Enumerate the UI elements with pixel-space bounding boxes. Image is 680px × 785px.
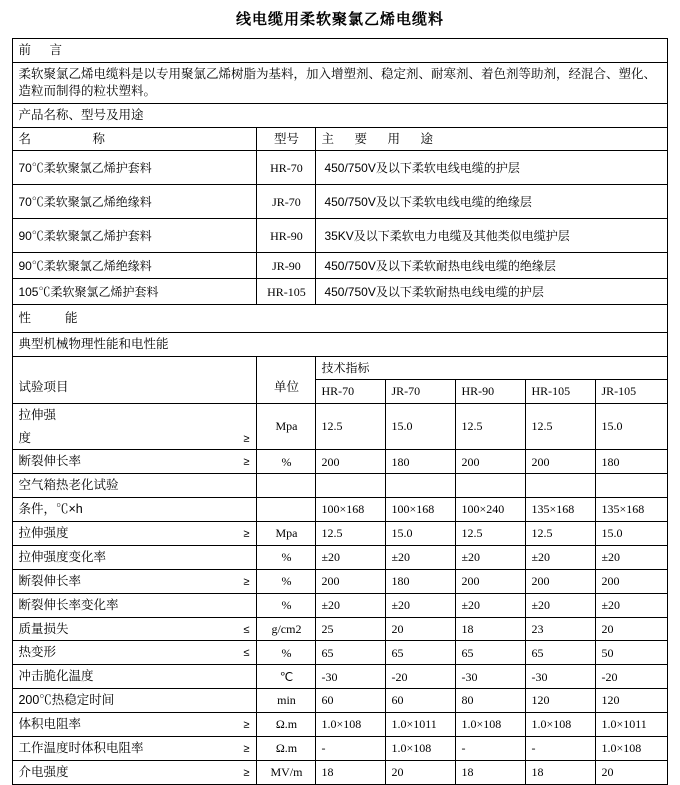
test-value: 12.5 xyxy=(316,522,386,546)
test-value xyxy=(386,474,456,498)
test-item-cont: 度 ≥ xyxy=(13,427,257,450)
test-value: 200 xyxy=(526,569,596,593)
test-unit: Ω.m xyxy=(257,713,316,737)
table-row xyxy=(13,569,667,593)
product-name: 90℃柔软聚氯乙烯绝缘料 xyxy=(13,253,257,279)
grade-jr105: JR-105 xyxy=(596,380,667,403)
typical-label: 典型机械物理性能和电性能 xyxy=(13,333,667,357)
test-value: -20 xyxy=(386,665,456,689)
test-item: 200℃热稳定时间 xyxy=(13,689,257,713)
test-value: 12.5 xyxy=(456,522,526,546)
test-value: 18 xyxy=(526,760,596,784)
test-value: 80 xyxy=(456,689,526,713)
test-value: 180 xyxy=(386,569,456,593)
test-value: 1.0×108 xyxy=(386,736,456,760)
test-unit: g/cm2 xyxy=(257,617,316,641)
test-value: 1.0×108 xyxy=(596,736,667,760)
tech-header-row xyxy=(13,357,667,380)
test-value: 200 xyxy=(316,450,386,474)
test-value: -30 xyxy=(456,665,526,689)
test-unit: % xyxy=(257,450,316,474)
test-value: 180 xyxy=(596,450,667,474)
test-value: 15.0 xyxy=(596,522,667,546)
test-value xyxy=(596,474,667,498)
test-value: 120 xyxy=(596,689,667,713)
test-value xyxy=(526,474,596,498)
test-value: 12.5 xyxy=(456,403,526,450)
ge-symbol: ≥ xyxy=(243,456,250,469)
table-row xyxy=(13,522,667,546)
test-value xyxy=(456,474,526,498)
test-value: -30 xyxy=(526,665,596,689)
test-unit: % xyxy=(257,641,316,665)
test-unit: MV/m xyxy=(257,760,316,784)
tech-col-item: 试验项目 xyxy=(13,357,257,403)
preface-label: 前 言 xyxy=(13,39,667,63)
ge-symbol: ≥ xyxy=(243,528,250,541)
product-name: 90℃柔软聚氯乙烯护套料 xyxy=(13,219,257,253)
test-value: 20 xyxy=(386,617,456,641)
preface-text: 柔软聚氯乙烯电缆料是以专用聚氯乙烯树脂为基料，加入增塑剂、稳定剂、耐寒剂、着色剂等助剂，经混合、塑化、造粒而制得的粒状塑料。 xyxy=(13,62,667,103)
test-value: 120 xyxy=(526,689,596,713)
table-row xyxy=(13,617,667,641)
ge-symbol: ≥ xyxy=(243,432,250,445)
test-unit: Mpa xyxy=(257,522,316,546)
test-unit: Mpa xyxy=(257,403,316,450)
test-value: 100×168 xyxy=(386,498,456,522)
test-value xyxy=(316,474,386,498)
performance-label: 性 能 xyxy=(13,305,667,333)
test-item: 热变形 ≤ xyxy=(13,641,257,665)
test-value: 15.0 xyxy=(596,403,667,450)
table-row xyxy=(13,713,667,737)
test-value: 60 xyxy=(316,689,386,713)
test-value: 200 xyxy=(596,569,667,593)
grade-hr70: HR-70 xyxy=(316,380,386,403)
product-model: JR-90 xyxy=(257,253,316,279)
test-unit: % xyxy=(257,545,316,569)
test-value: 20 xyxy=(386,760,456,784)
main-table xyxy=(12,38,667,785)
test-value: 1.0×1011 xyxy=(386,713,456,737)
ge-symbol: ≥ xyxy=(243,742,250,755)
test-value: 12.5 xyxy=(526,403,596,450)
test-value: - xyxy=(526,736,596,760)
test-value: 12.5 xyxy=(316,403,386,450)
ge-symbol: ≥ xyxy=(243,766,250,779)
test-value: ±20 xyxy=(596,593,667,617)
test-unit: % xyxy=(257,569,316,593)
product-table-header xyxy=(13,127,667,151)
test-item: 工作温度时体积电阻率 ≥ xyxy=(13,736,257,760)
ge-symbol: ≥ xyxy=(243,719,250,732)
test-value: 12.5 xyxy=(526,522,596,546)
table-row xyxy=(13,689,667,713)
product-name: 70℃柔软聚氯乙烯绝缘料 xyxy=(13,185,257,219)
product-model: JR-70 xyxy=(257,185,316,219)
test-value: 1.0×108 xyxy=(456,713,526,737)
test-value: -20 xyxy=(596,665,667,689)
test-value: ±20 xyxy=(316,593,386,617)
test-value: 135×168 xyxy=(526,498,596,522)
page-title: 线电缆用柔软聚氯乙烯电缆料 xyxy=(235,11,444,28)
product-name: 105℃柔软聚氯乙烯护套料 xyxy=(13,279,257,305)
grade-hr90: HR-90 xyxy=(456,380,526,403)
test-value: 18 xyxy=(456,617,526,641)
test-value: 1.0×108 xyxy=(316,713,386,737)
typical-header-row xyxy=(13,333,667,357)
test-value: 200 xyxy=(526,450,596,474)
test-item: 拉伸强 xyxy=(13,403,257,426)
test-value: ±20 xyxy=(456,593,526,617)
test-value: 23 xyxy=(526,617,596,641)
le-symbol: ≤ xyxy=(243,647,250,660)
test-item: 断裂伸长率 ≥ xyxy=(13,569,257,593)
test-value: ±20 xyxy=(386,545,456,569)
table-row xyxy=(13,403,667,426)
product-header-row xyxy=(13,103,667,127)
test-value: 18 xyxy=(456,760,526,784)
test-value: -30 xyxy=(316,665,386,689)
product-label: 产品名称、型号及用途 xyxy=(13,103,667,127)
product-use: 450/750V及以下柔软耐热电线电缆的护层 xyxy=(316,279,667,305)
test-value: 200 xyxy=(456,450,526,474)
product-use: 450/750V及以下柔软电线电缆的绝缘层 xyxy=(316,185,667,219)
test-unit: min xyxy=(257,689,316,713)
test-value: 135×168 xyxy=(596,498,667,522)
test-value: ±20 xyxy=(526,545,596,569)
test-item: 断裂伸长率变化率 xyxy=(13,593,257,617)
test-unit: Ω.m xyxy=(257,736,316,760)
test-value: ±20 xyxy=(526,593,596,617)
test-value: 200 xyxy=(316,569,386,593)
tech-col-unit: 单位 xyxy=(257,357,316,403)
ge-symbol: ≥ xyxy=(243,575,250,588)
test-item: 介电强度 ≥ xyxy=(13,760,257,784)
test-value: 60 xyxy=(386,689,456,713)
test-value: 65 xyxy=(386,641,456,665)
preface-header-row xyxy=(13,39,667,63)
table-row xyxy=(13,736,667,760)
table-row xyxy=(13,151,667,185)
grade-jr70: JR-70 xyxy=(386,380,456,403)
table-row xyxy=(13,545,667,569)
grade-hr105: HR-105 xyxy=(526,380,596,403)
tech-indicator-header: 技术指标 xyxy=(316,357,667,380)
test-value: 50 xyxy=(596,641,667,665)
table-row xyxy=(13,450,667,474)
test-item: 拉伸强度 ≥ xyxy=(13,522,257,546)
test-unit xyxy=(257,498,316,522)
test-value: ±20 xyxy=(316,545,386,569)
test-value: 65 xyxy=(526,641,596,665)
test-item: 拉伸强度变化率 xyxy=(13,545,257,569)
le-symbol: ≤ xyxy=(243,623,250,636)
test-item: 质量损失 ≤ xyxy=(13,617,257,641)
table-row xyxy=(13,665,667,689)
test-value: 25 xyxy=(316,617,386,641)
performance-header-row xyxy=(13,305,667,333)
test-value: 65 xyxy=(456,641,526,665)
preface-text-row xyxy=(13,62,667,103)
table-row xyxy=(13,474,667,498)
test-value: 180 xyxy=(386,450,456,474)
table-row xyxy=(13,641,667,665)
product-model: HR-105 xyxy=(257,279,316,305)
product-use: 450/750V及以下柔软耐热电线电缆的绝缘层 xyxy=(316,253,667,279)
product-use: 450/750V及以下柔软电线电缆的护层 xyxy=(316,151,667,185)
test-value: 15.0 xyxy=(386,403,456,450)
test-value: 1.0×108 xyxy=(526,713,596,737)
test-value: 1.0×1011 xyxy=(596,713,667,737)
test-value: ±20 xyxy=(386,593,456,617)
test-value: - xyxy=(316,736,386,760)
test-value: 200 xyxy=(456,569,526,593)
product-use: 35KV及以下柔软电力电缆及其他类似电缆护层 xyxy=(316,219,667,253)
test-value: ±20 xyxy=(596,545,667,569)
table-row xyxy=(13,279,667,305)
test-item: 冲击脆化温度 xyxy=(13,665,257,689)
table-row xyxy=(13,593,667,617)
test-value: - xyxy=(456,736,526,760)
test-item: 条件，℃×h xyxy=(13,498,257,522)
test-unit: % xyxy=(257,593,316,617)
test-item: 空气箱热老化试验 xyxy=(13,474,257,498)
product-name: 70℃柔软聚氯乙烯护套料 xyxy=(13,151,257,185)
test-unit xyxy=(257,474,316,498)
test-item: 体积电阻率 ≥ xyxy=(13,713,257,737)
test-value: 20 xyxy=(596,760,667,784)
test-value: 100×240 xyxy=(456,498,526,522)
table-row xyxy=(13,219,667,253)
table-row xyxy=(13,185,667,219)
table-row xyxy=(13,498,667,522)
test-unit: ℃ xyxy=(257,665,316,689)
test-value: 18 xyxy=(316,760,386,784)
test-value: 100×168 xyxy=(316,498,386,522)
test-item: 断裂伸长率 ≥ xyxy=(13,450,257,474)
test-value: 20 xyxy=(596,617,667,641)
product-col-name: 名 称 xyxy=(13,127,257,151)
test-value: ±20 xyxy=(456,545,526,569)
product-col-use: 主 要 用 途 xyxy=(316,127,667,151)
product-model: HR-90 xyxy=(257,219,316,253)
product-col-model: 型号 xyxy=(257,127,316,151)
test-value: 15.0 xyxy=(386,522,456,546)
test-value: 65 xyxy=(316,641,386,665)
table-row xyxy=(13,253,667,279)
product-model: HR-70 xyxy=(257,151,316,185)
